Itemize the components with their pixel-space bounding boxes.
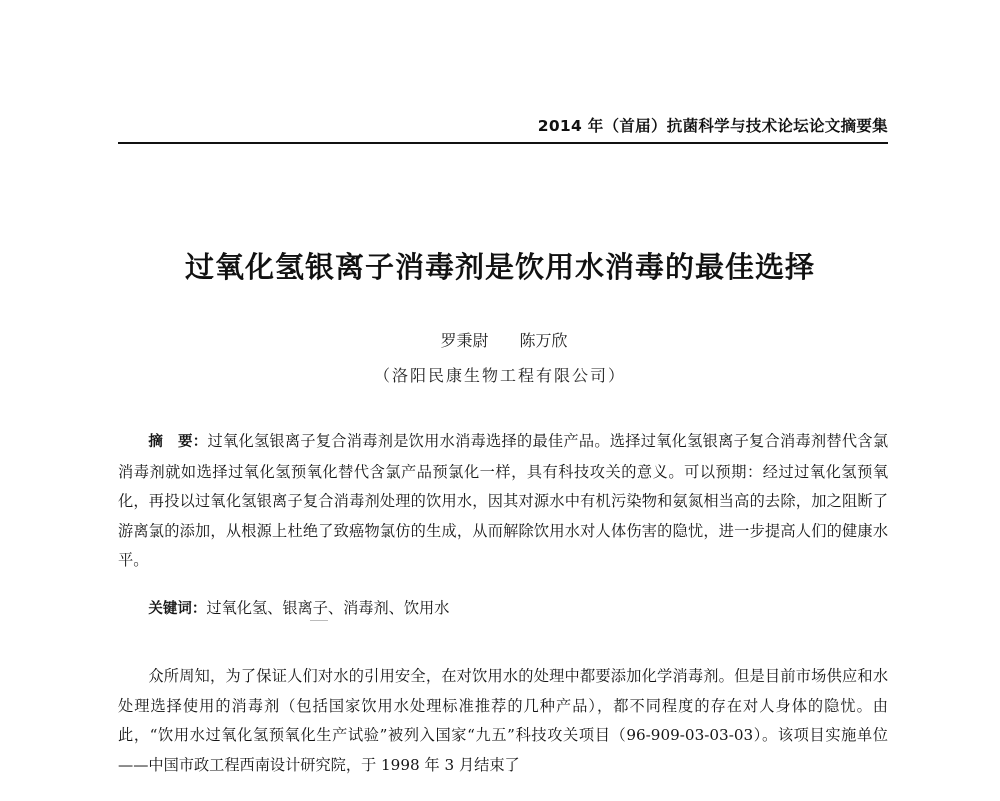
- keywords-text: 过氧化氢、银离子、消毒剂、饮用水: [206, 599, 450, 617]
- author-line: [0, 328, 1000, 351]
- body-paragraph-1: 众所周知，为了保证人们对水的引用安全，在对饮用水的处理中都要添加化学消毒剂。但是目前市场供应和水处理选择使用的消毒剂（包括国家饮用水处理标准推荐的几种产品），都不同程度的存在对人身体的隐忧。由此，“饮用水过氧化氢预氧化生产试验”被列入国家“九五”科技攻关项目（96-909-03-03-03）。该项目实施单位——中国市政工程西南设计研究院，于 1998 年 3 月结束了: [118, 667, 888, 774]
- paper-title: 过氧化氢银离子消毒剂是饮用水消毒的最佳选择: [184, 250, 815, 284]
- scan-mark: [310, 620, 328, 621]
- keywords-label: 关键词：: [148, 601, 207, 617]
- author-1: 罗秉尉: [440, 331, 489, 350]
- author-2: 陈万欣: [519, 331, 568, 350]
- running-header: 2014 年（首届）抗菌科学与技术论坛论文摘要集: [537, 117, 888, 135]
- body-section: [118, 662, 888, 780]
- header-rule: [118, 142, 888, 144]
- abstract-label: 摘 要：: [148, 434, 208, 450]
- abstract-paragraph: [118, 427, 888, 576]
- abstract-text: 过氧化氢银离子复合消毒剂是饮用水消毒选择的最佳产品。选择过氧化氢银离子复合消毒剂替代含氯消毒剂就如选择过氧化氢预氧化替代含氯产品预氯化一样，具有科技攻关的意义。可以预期：经过过氧化氢预氧化，再投以过氧化氢银离子复合消毒剂处理的饮用水，因其对源水中有机污染物和氨氮相当高的去除，加之阻断了游离氯的添加，从根源上杜绝了致癌物氯仿的生成，从而解除饮用水对人体伤害的隐忧，进一步提高人们的健康水平。: [118, 432, 889, 569]
- keywords-line: [118, 594, 888, 625]
- affiliation: （洛阳民康生物工程有限公司）: [373, 366, 626, 385]
